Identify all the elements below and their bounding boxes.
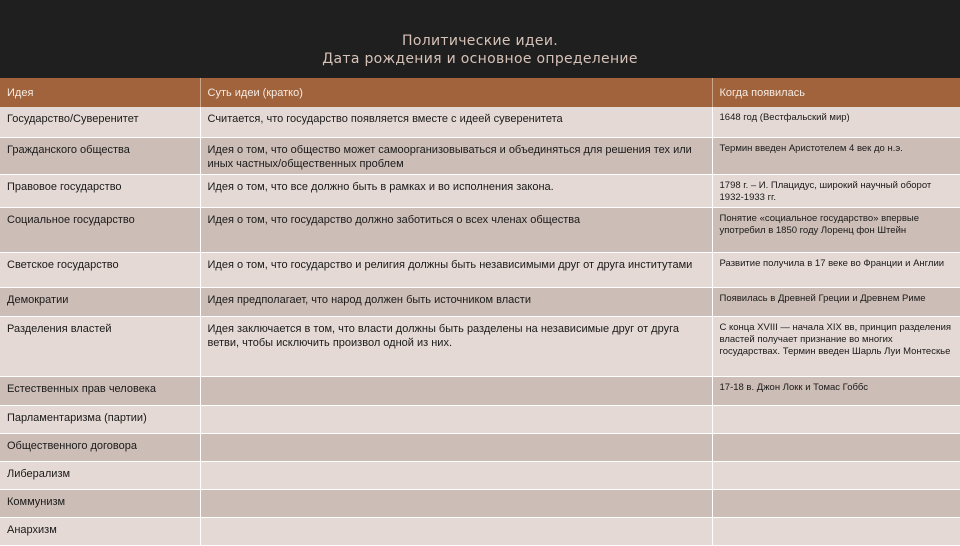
idea-cell: Парламентаризма (партии) bbox=[0, 406, 200, 434]
slide-title bbox=[0, 32, 960, 68]
idea-cell: Разделения властей bbox=[0, 317, 200, 377]
table-row bbox=[0, 175, 960, 208]
idea-cell: Коммунизм bbox=[0, 490, 200, 518]
essence-cell: Считается, что государство появляется вместе с идеей суверенитета bbox=[200, 107, 712, 138]
idea-cell: Светское государство bbox=[0, 253, 200, 288]
header-essence: Суть идеи (кратко) bbox=[200, 78, 712, 107]
header-idea: Идея bbox=[0, 78, 200, 107]
origin-cell: С конца XVIII — начала XIX вв, принцип разделения властей получает признание во многих государствах. Термин введен Шарль Луи Монтескье bbox=[712, 317, 960, 377]
origin-cell: 1648 год (Вестфальский мир) bbox=[712, 107, 960, 138]
table-row bbox=[0, 317, 960, 377]
origin-cell bbox=[712, 518, 960, 546]
slide-title-line-2: Дата рождения и основное определение bbox=[322, 51, 638, 67]
table-row bbox=[0, 490, 960, 518]
origin-cell: Появилась в Древней Греции и Древнем Риме bbox=[712, 288, 960, 317]
idea-cell: Правовое государство bbox=[0, 175, 200, 208]
essence-cell bbox=[200, 377, 712, 406]
essence-cell bbox=[200, 434, 712, 462]
essence-cell bbox=[200, 462, 712, 490]
idea-cell: Естественных прав человека bbox=[0, 377, 200, 406]
essence-cell bbox=[200, 518, 712, 546]
slide-title-line-1: Политические идеи. bbox=[402, 33, 558, 49]
table-row bbox=[0, 288, 960, 317]
essence-cell: Идея о том, что государство должно заботиться о всех членах общества bbox=[200, 208, 712, 253]
essence-cell: Идея о том, что общество может самоорганизовываться и объединяться для решения тех или иных частных/общественных проблем bbox=[200, 138, 712, 175]
essence-cell: Идея о том, что государство и религия должны быть независимыми друг от друга институтами bbox=[200, 253, 712, 288]
table-header-row bbox=[0, 78, 960, 107]
essence-cell: Идея предполагает, что народ должен быть источником власти bbox=[200, 288, 712, 317]
origin-cell: 17-18 в. Джон Локк и Томас Гоббс bbox=[712, 377, 960, 406]
table-row bbox=[0, 107, 960, 138]
idea-cell: Гражданского общества bbox=[0, 138, 200, 175]
origin-cell: 1798 г. – И. Плацидус, широкий научный оборот 1932-1933 гг. bbox=[712, 175, 960, 208]
table-row bbox=[0, 377, 960, 406]
table-row bbox=[0, 253, 960, 288]
origin-cell: Понятие «социальное государство» впервые употребил в 1850 году Лоренц фон Штейн bbox=[712, 208, 960, 253]
idea-cell: Социальное государство bbox=[0, 208, 200, 253]
origin-cell bbox=[712, 406, 960, 434]
table-row bbox=[0, 434, 960, 462]
header-origin: Когда появилась bbox=[712, 78, 960, 107]
idea-cell: Демократии bbox=[0, 288, 200, 317]
origin-cell: Термин введен Аристотелем 4 век до н.э. bbox=[712, 138, 960, 175]
origin-cell bbox=[712, 490, 960, 518]
essence-cell: Идея заключается в том, что власти должны быть разделены на независимые друг от друга ветви, чтобы исключить произвол одной из них. bbox=[200, 317, 712, 377]
origin-cell bbox=[712, 434, 960, 462]
ideas-table bbox=[0, 78, 960, 546]
idea-cell: Государство/Суверенитет bbox=[0, 107, 200, 138]
idea-cell: Общественного договора bbox=[0, 434, 200, 462]
origin-cell: Развитие получила в 17 веке во Франции и Англии bbox=[712, 253, 960, 288]
table-row bbox=[0, 462, 960, 490]
essence-cell bbox=[200, 406, 712, 434]
essence-cell: Идея о том, что все должно быть в рамках и во исполнения закона. bbox=[200, 175, 712, 208]
origin-cell bbox=[712, 462, 960, 490]
idea-cell: Либерализм bbox=[0, 462, 200, 490]
table-row bbox=[0, 138, 960, 175]
table-row bbox=[0, 208, 960, 253]
essence-cell bbox=[200, 490, 712, 518]
table-row bbox=[0, 518, 960, 546]
table-row bbox=[0, 406, 960, 434]
idea-cell: Анархизм bbox=[0, 518, 200, 546]
